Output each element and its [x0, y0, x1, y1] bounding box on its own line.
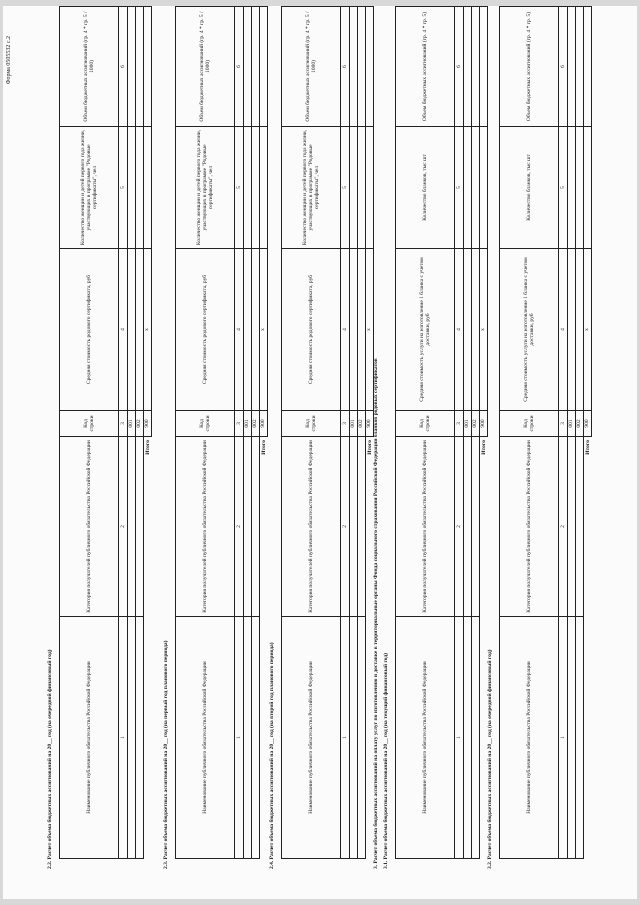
table-cell [480, 7, 488, 127]
table-cell [366, 127, 374, 249]
table-cell [480, 127, 488, 249]
row-code: 001 [128, 411, 136, 437]
section-title: 3. Расчет объема бюджетных ассигнований на оплату услуг по изготовлению и доставке в территориальные органы Фонда социального страхования Российской Федерации бланков родовых сертификатов [373, 358, 379, 869]
section-title: 3.2. Расчет объема бюджетных ассигнований на 20__ год (на очередной финансовый год) [487, 649, 493, 869]
section-title: 2.4. Расчет объема бюджетных ассигнований на 20__ год (на второй год планового периода) [269, 642, 275, 869]
table-row [136, 7, 144, 859]
section-title: 2.3. Расчет объема бюджетных ассигнований на 20__ год (на первый год планового периода) [163, 640, 169, 869]
table-row [358, 7, 366, 859]
table-cell [472, 249, 480, 411]
form-code: Форма 0505532 с.2 [6, 36, 12, 85]
column-number: 3 [455, 411, 464, 437]
table-cell [358, 617, 366, 859]
column-header: Средняя стоимость родового сертификата, руб [282, 249, 341, 411]
column-number: 2 [235, 437, 244, 617]
table-cell [472, 617, 480, 859]
table-cell [350, 7, 358, 127]
column-number: 1 [455, 617, 464, 859]
table-cell [144, 7, 152, 127]
table-cell [358, 249, 366, 411]
total-mark: x [480, 249, 488, 411]
column-number: 3 [559, 411, 568, 437]
total-row [260, 7, 268, 859]
table-cell [244, 249, 252, 411]
row-code: 002 [358, 411, 366, 437]
row-code: 001 [568, 411, 576, 437]
table-cell [350, 249, 358, 411]
calc-table [395, 6, 488, 859]
row-code: 002 [136, 411, 144, 437]
column-header: Количество бланков, тыс шт [500, 127, 559, 249]
column-number: 5 [455, 127, 464, 249]
column-number: 2 [119, 437, 128, 617]
column-number-row [119, 7, 128, 859]
total-mark: x [366, 249, 374, 411]
table-cell [576, 437, 584, 617]
table-cell [358, 437, 366, 617]
table-cell [568, 127, 576, 249]
row-code: 002 [252, 411, 260, 437]
table-cell [252, 7, 260, 127]
table-cell [128, 7, 136, 127]
table-cell [464, 437, 472, 617]
table-cell [568, 617, 576, 859]
calc-table [59, 6, 152, 859]
table-row [128, 7, 136, 859]
table-cell [244, 127, 252, 249]
header-row [396, 7, 455, 859]
table-cell [576, 617, 584, 859]
column-number: 2 [559, 437, 568, 617]
total-code: 900 [260, 411, 268, 437]
column-header: Категория получателей публичного обязательства Российской Федерации [396, 437, 455, 617]
column-number-row [341, 7, 350, 859]
column-number: 5 [559, 127, 568, 249]
column-number: 6 [119, 7, 128, 127]
column-header: Код строки [396, 411, 455, 437]
column-number: 2 [455, 437, 464, 617]
header-row [176, 7, 235, 859]
column-header: Код строки [500, 411, 559, 437]
row-code: 002 [576, 411, 584, 437]
column-header: Наименование публичного обязательства Российской Федерации [396, 617, 455, 859]
table-cell [472, 7, 480, 127]
column-header: Код строки [60, 411, 119, 437]
column-number: 4 [341, 249, 350, 411]
total-row [144, 7, 152, 859]
table-cell [358, 127, 366, 249]
table-cell [244, 437, 252, 617]
column-number: 5 [235, 127, 244, 249]
column-header: Категория получателей публичного обязательства Российской Федерации [500, 437, 559, 617]
table-cell [568, 249, 576, 411]
table-cell [136, 7, 144, 127]
column-header: Наименование публичного обязательства Российской Федерации [500, 617, 559, 859]
table-cell [144, 127, 152, 249]
table-cell [128, 249, 136, 411]
table-cell [568, 437, 576, 617]
document-page [3, 6, 637, 899]
table-cell [252, 127, 260, 249]
column-number: 5 [119, 127, 128, 249]
column-header: Код строки [176, 411, 235, 437]
column-number: 3 [341, 411, 350, 437]
table-cell [584, 127, 592, 249]
table-cell [350, 437, 358, 617]
total-label: Итого [366, 440, 373, 455]
table-cell [472, 127, 480, 249]
total-mark: x [584, 249, 592, 411]
table-cell [366, 7, 374, 127]
table-row [472, 7, 480, 859]
column-header: Количество женщин и детей первого года жизни, участвующих в программе "Родовые сертификаты", чел [282, 127, 341, 249]
table-cell [464, 127, 472, 249]
column-header: Наименование публичного обязательства Российской Федерации [176, 617, 235, 859]
calc-table [175, 6, 268, 859]
table-cell [464, 617, 472, 859]
column-header: Код строки [282, 411, 341, 437]
table-cell [464, 7, 472, 127]
table-cell [252, 249, 260, 411]
rotated-landscape-page [3, 6, 637, 899]
column-header: Средняя стоимость родового сертификата, руб [60, 249, 119, 411]
header-row [282, 7, 341, 859]
section-title: 2.2. Расчет объема бюджетных ассигнований на 20__ год (на очередной финансовый год) [47, 649, 53, 869]
table-cell [136, 127, 144, 249]
column-header: Категория получателей публичного обязательства Российской Федерации [282, 437, 341, 617]
table-cell [244, 7, 252, 127]
column-header: Средняя стоимость услуги на изготовление 1 бланка с учетом доставки, руб [500, 249, 559, 411]
table-cell [128, 617, 136, 859]
row-code: 001 [350, 411, 358, 437]
table-cell [576, 249, 584, 411]
row-code: 002 [472, 411, 480, 437]
total-mark: x [260, 249, 268, 411]
column-header: Наименование публичного обязательства Российской Федерации [60, 617, 119, 859]
column-number: 3 [235, 411, 244, 437]
table-cell [464, 249, 472, 411]
column-header: Количество женщин и детей первого года жизни, участвующих в программе "Родовые сертификаты", чел [60, 127, 119, 249]
column-number: 1 [235, 617, 244, 859]
column-number: 6 [455, 7, 464, 127]
column-header: Объем бюджетных ассигнований (гр. 4 * гр. 5) [396, 7, 455, 127]
column-header: Количество бланков, тыс шт [396, 127, 455, 249]
column-header: Средняя стоимость родового сертификата, руб [176, 249, 235, 411]
column-header: Объем бюджетных ассигнований (гр. 4 * гр. 5 / 1000) [60, 7, 119, 127]
section-subtitle: 3.1. Расчет объема бюджетных ассигнований на 20__ год (на текущий финансовый год) [383, 652, 389, 869]
column-number: 4 [559, 249, 568, 411]
table-cell [358, 7, 366, 127]
column-number: 6 [235, 7, 244, 127]
total-label: Итого [480, 440, 487, 455]
column-number: 2 [341, 437, 350, 617]
table-cell [260, 127, 268, 249]
column-header: Объем бюджетных ассигнований (гр. 4 * гр. 5 / 1000) [176, 7, 235, 127]
total-code: 900 [366, 411, 374, 437]
column-header: Объем бюджетных ассигнований (гр. 4 * гр. 5) [500, 7, 559, 127]
table-row [252, 7, 260, 859]
column-header: Объем бюджетных ассигнований (гр. 4 * гр. 5 / 1000) [282, 7, 341, 127]
calc-table [499, 6, 592, 859]
column-header: Средняя стоимость услуги на изготовление 1 бланка с учетом доставки, руб [396, 249, 455, 411]
column-number: 5 [341, 127, 350, 249]
table-cell [568, 7, 576, 127]
row-code: 001 [464, 411, 472, 437]
column-number-row [559, 7, 568, 859]
table-row [244, 7, 252, 859]
table-cell [350, 617, 358, 859]
column-number-row [235, 7, 244, 859]
table-row [576, 7, 584, 859]
table-cell [128, 437, 136, 617]
table-cell [260, 7, 268, 127]
total-mark: x [144, 249, 152, 411]
table-cell [350, 127, 358, 249]
column-number: 6 [341, 7, 350, 127]
total-code: 900 [144, 411, 152, 437]
column-header: Наименование публичного обязательства Российской Федерации [282, 617, 341, 859]
column-header: Категория получателей публичного обязательства Российской Федерации [60, 437, 119, 617]
total-code: 900 [584, 411, 592, 437]
total-label: Итого [260, 440, 267, 455]
column-number: 1 [341, 617, 350, 859]
table-cell [128, 127, 136, 249]
header-row [500, 7, 559, 859]
row-code: 001 [244, 411, 252, 437]
column-number: 4 [119, 249, 128, 411]
total-label: Итого [584, 440, 591, 455]
table-cell [136, 249, 144, 411]
total-code: 900 [480, 411, 488, 437]
column-header: Категория получателей публичного обязательства Российской Федерации [176, 437, 235, 617]
column-number: 1 [559, 617, 568, 859]
total-label: Итого [144, 440, 151, 455]
table-cell [244, 617, 252, 859]
column-number-row [455, 7, 464, 859]
column-number: 4 [455, 249, 464, 411]
table-cell [576, 127, 584, 249]
table-cell [252, 617, 260, 859]
table-cell [252, 437, 260, 617]
column-number: 4 [235, 249, 244, 411]
header-row [60, 7, 119, 859]
column-number: 3 [119, 411, 128, 437]
column-header: Количество женщин и детей первого года жизни, участвующих в программе "Родовые сертификаты", чел [176, 127, 235, 249]
column-number: 1 [119, 617, 128, 859]
table-cell [136, 617, 144, 859]
table-cell [576, 7, 584, 127]
table-cell [584, 7, 592, 127]
table-row [464, 7, 472, 859]
table-row [568, 7, 576, 859]
total-row [584, 7, 592, 859]
table-cell [472, 437, 480, 617]
calc-table [281, 6, 374, 859]
column-number: 6 [559, 7, 568, 127]
table-row [350, 7, 358, 859]
table-cell [136, 437, 144, 617]
